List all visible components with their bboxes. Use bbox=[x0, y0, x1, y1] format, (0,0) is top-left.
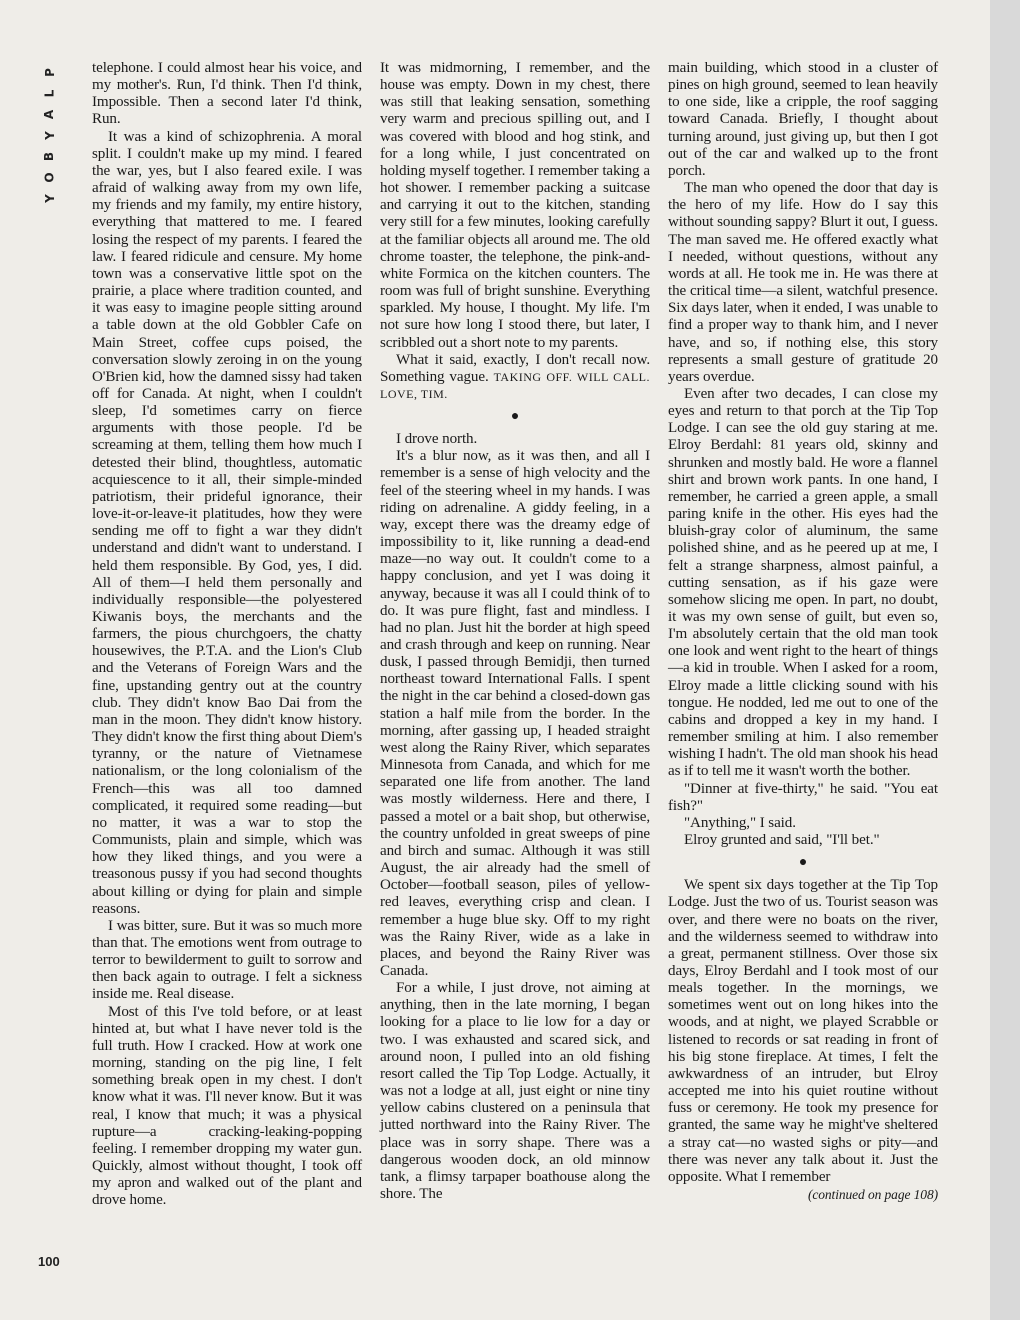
paragraph: I drove north. bbox=[396, 431, 478, 448]
paragraph: We spent six days together at the Tip Top Lodge. Just the two of us. Tourist season was over, and there were no boats on the river, and the wilderness seemed to withdraw into a great, permanent stillness. Over those six days, Elroy Berdahl and I took most of our meals together. In the mornings, we sometimes went out on long hikes into the woods, and at night, we played Scrabble or listened to records or sat reading in front of his big stone fireplace. At times, I felt the awkwardness of an intruder, but Elroy accepted me into his quiet routine without fuss or ceremony. He took my presence for granted, the same way he might've sheltered a stray cat—no wasted sighs or pity—and there was never any talk about it. Just the opposite. What I remember bbox=[668, 877, 938, 1185]
paragraph: "Anything," I said. bbox=[684, 814, 796, 831]
paragraph: For a while, I just drove, not aiming at anything, then in the late morning, I began looking for a place to lie low for a day or two. I was exhausted and scared sick, and around noon, I pulled into an old fishing resort called the Tip Top Lodge. Actually, it was not a lodge at all, just eight or nine tiny yellow cabins clustered on a peninsula that jutted northward into the Rainy River. The place was in sorry shape. There was a dangerous wooden dock, an old minnow tank, a flimsy tarpaper boathouse along the shore. The bbox=[380, 980, 650, 1202]
paragraph: Most of this I've told before, or at least hinted at, but what I have never told is the full truth. How I cracked. How at work one morning, standing on the pig line, I felt something break open in my chest. I don't know what it was. I'll never know. But it was real, I know that much; it was a physical rupture—a cracking-leaking-popping feeling. I remember dropping my water gun. Quickly, almost without thought, I took off my apron and walked out of the plant and drove home. bbox=[92, 1003, 362, 1209]
section-break-bullet: ● bbox=[510, 409, 520, 425]
continued-note: (continued on page 108) bbox=[807, 1187, 938, 1202]
magazine-letter: O bbox=[42, 172, 57, 183]
text-column-3 bbox=[668, 60, 938, 1203]
magazine-letter: L bbox=[42, 89, 57, 98]
paragraph: It was midmorning, I remember, and the house was empty. Down in my chest, there was still that leaking sensation, something very warm and precious spilling out, and I was covered with blood and hog stink, and for a long while, I just concentrated on holding myself together. I remember taking a hot shower. I remember packing a suitcase and carrying it out to the kitchen, standing very still for a few minutes, looking carefully at the familiar objects all around me. The old chrome toaster, the telephone, the pink-and-white Formica on the kitchen counters. The room was full of bright sunshine. Everything sparkled. My house, I thought. My life. I'm not sure how long I stood there, but later, I scribbled out a short note to my parents. bbox=[380, 60, 650, 351]
magazine-letter: A bbox=[42, 109, 57, 120]
magazine-letter: Y bbox=[42, 194, 57, 203]
page-number: 100 bbox=[38, 1254, 60, 1269]
paragraph: telephone. I could almost hear his voice, and my mother's. Run, I'd think. Then I'd think, Impossible. Then a second later I'd think, Run. bbox=[92, 60, 362, 128]
paragraph: "Dinner at five-thirty," he said. "You eat fish?" bbox=[668, 780, 938, 814]
magazine-letter: P bbox=[42, 68, 57, 77]
text-column-1 bbox=[92, 60, 362, 1209]
paragraph: Elroy grunted and said, "I'll bet." bbox=[684, 832, 880, 849]
magazine-name-vertical bbox=[40, 62, 60, 209]
magazine-letter: Y bbox=[42, 131, 57, 140]
paragraph: I was bitter, sure. But it was so much more than that. The emotions went from outrage to terror to bewilderment to guilt to sorrow and then back again to outrage. I felt a sickness inside me. Real disease. bbox=[92, 917, 362, 1003]
paragraph: It was a kind of schizophrenia. A moral split. I couldn't make up my mind. I feared the war, yes, but I also feared exile. I was afraid of walking away from my own life, my friends and my family, my entire history, everything that mattered to me. I feared losing the respect of my parents. I feared the law. I feared ridicule and censure. My home town was a conservative little spot on the prairie, a place where tradition counted, and it was easy to imagine people sitting around a table down at the old Gobbler Cafe on Main Street, coffee cups poised, the conversation slowly zeroing in on the young O'Brien kid, how the damned sissy had taken off for Canada. At night, when I couldn't sleep, I'd sometimes carry on fierce arguments with those people. I'd be screaming at them, telling them how much I detested their blind, thoughtless, automatic acquiescence to it all, their simple-minded patriotism, their prideful ignorance, their love-it-or-leave-it platitudes, how they were sending me off to fight a war they didn't understand and didn't want to understand. I held them responsible. By God, yes, I did. All of them—I held them personally and individually responsible—the polyestered Kiwanis boys, the merchants and the farmers, the pious churchgoers, the chatty housewives, the P.T.A. and the Lion's Club and the Veterans of Foreign Wars and the fine, upstanding gentry out at the country club. They didn't know Bao Dai from the man in the moon. They didn't know history. They didn't know the first thing about Diem's tyranny, or the nature of Vietnamese nationalism, or the long colonialism of the French—this was all too damned complicated, it required some reading—but no matter, it was a war to stop the Communists, plain and simple, which was how they liked things, and you were a treasonous pussy if you had second thoughts about killing or dying for plain and simple reasons. bbox=[92, 128, 362, 917]
paragraph bbox=[380, 352, 650, 403]
paragraph: Even after two decades, I can close my eyes and return to that porch at the Tip Top Lodge. I can see the old guy staring at me. Elroy Berdahl: 81 years old, skinny and shrunken and mostly bald. He wore a flannel shirt and brown work pants. In one hand, I remember, he carried a green apple, a small paring knife in the other. His eyes had the bluish-gray color of aluminum, the same polished shine, and as he peered up at me, I felt a strange sharpness, almost painful, a cutting sensation, as if his gaze were somehow slicing me open. In part, no doubt, it was my own sense of guilt, but even so, I'm absolutely certain that the old man took one look and went right to the heart of things—a kid in trouble. When I asked for a room, Elroy made a little clicking sound with his tongue. He nodded, led me out to one of the cabins and dropped a key in my hand. I remember smiling at him. I also remember wishing I hadn't. The old man shook his head as if to tell me it wasn't worth the bother. bbox=[668, 385, 938, 780]
note-text: TAKING OFF. WILL CALL. LOVE, TIM. bbox=[380, 369, 650, 401]
text-column-2 bbox=[380, 60, 650, 1203]
section-break-bullet: ● bbox=[798, 855, 808, 871]
paragraph: main building, which stood in a cluster of pines on high ground, seemed to lean heavily to one side, like a cripple, the roof sagging toward Canada. Briefly, I thought about turning around, just giving up, but then I got out of the car and walked up to the front porch. bbox=[668, 60, 938, 179]
paragraph: The man who opened the door that day is the hero of my life. How do I say this without sounding sappy? Blurt it out, I guess. The man saved me. He offered exactly what I needed, without questions, without any words at all. He took me in. He was there at the critical time—a silent, watchful presence. Six days later, when it ended, I was unable to find a proper way to thank him, and I never have, and so, if nothing else, this story represents a small gesture of gratitude 20 years overdue. bbox=[668, 180, 939, 385]
paragraph: It's a blur now, as it was then, and all I remember is a sense of high velocity and the feel of the steering wheel in my hands. I was riding on adrenaline. A giddy feeling, in a way, except there was the dreamy edge of impossibility to it, like running a dead-end maze—no way out. It couldn't come to a happy conclusion, and yet I was doing it anyway, because it was all I could think of to do. It was pure flight, fast and mindless. I had no plan. Just hit the border at high speed and crash through and keep on running. Near dusk, I passed through Bemidji, then turned northeast toward International Falls. I spent the night in the car behind a closed-down gas station a half mile from the border. In the morning, after gassing up, I headed straight west along the Rainy River, which separates Minnesota from Canada, and which for me separated one life from another. The land was mostly wilderness. Here and there, I passed a motel or a bait shop, but otherwise, the country unfolded in great sweeps of pine and birch and sumac. Although it was still August, the air already had the smell of October—football season, piles of yellow-red leaves, everything crisp and clean. I remember a huge blue sky. Off to my right was the Rainy River, wide as a lake in places, and beyond the Rainy River was Canada. bbox=[380, 448, 650, 979]
magazine-letter: B bbox=[42, 151, 57, 162]
paragraph-text: What it said, exactly, I don't recall now. Something vague. bbox=[380, 351, 650, 385]
